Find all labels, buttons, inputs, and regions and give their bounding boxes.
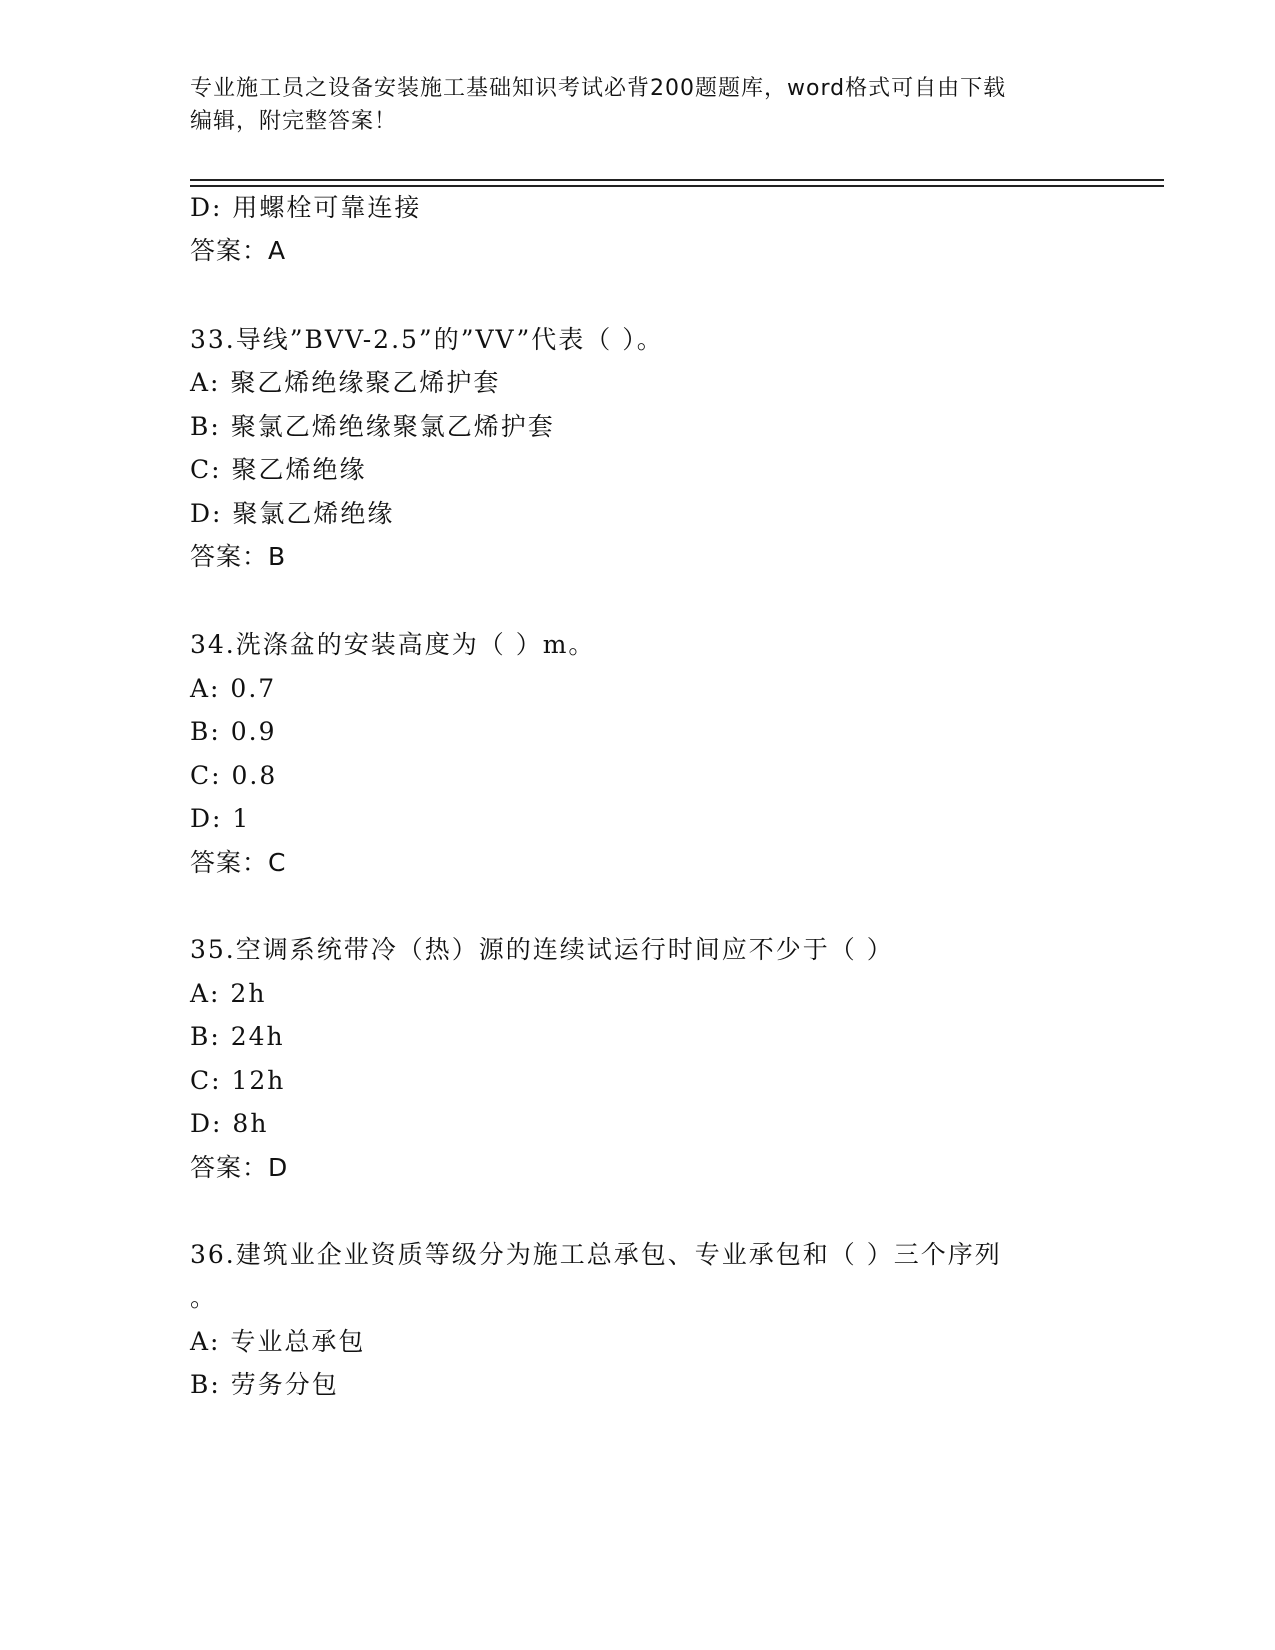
q36-question-tail: 。 xyxy=(190,1283,218,1312)
q32-option-d: D: 用螺栓可靠连接 xyxy=(190,193,422,222)
q35-option-d: D: 8h xyxy=(190,1109,269,1138)
q33-option-a: A: 聚乙烯绝缘聚乙烯护套 xyxy=(190,368,501,397)
q33-option-d: D: 聚氯乙烯绝缘 xyxy=(190,499,395,528)
document-header xyxy=(190,72,1090,138)
q32-answer: 答案：A xyxy=(190,236,287,265)
header-line-2: 编辑，附完整答案！ xyxy=(190,109,398,134)
q36-option-a: A: 专业总承包 xyxy=(190,1327,366,1356)
header-divider-top xyxy=(190,179,1164,181)
q35-question: 35.空调系统带冷（热）源的连续试运行时间应不少于（ ） xyxy=(190,935,894,964)
q35-option-c: C: 12h xyxy=(190,1066,286,1095)
q35-option-a: A: 2h xyxy=(190,979,267,1008)
q36-question: 36.建筑业企业资质等级分为施工总承包、专业承包和（ ）三个序列 xyxy=(190,1240,1002,1269)
q36-option-b: B: 劳务分包 xyxy=(190,1370,339,1399)
q34-option-a: A: 0.7 xyxy=(190,674,277,703)
q33-answer: 答案：B xyxy=(190,542,287,571)
header-line-1: 专业施工员之设备安装施工基础知识考试必背200题题库，word格式可自由下载 xyxy=(190,76,1007,101)
q34-answer: 答案：C xyxy=(190,848,287,877)
q33-option-c: C: 聚乙烯绝缘 xyxy=(190,455,367,484)
q34-option-c: C: 0.8 xyxy=(190,761,278,790)
q33-option-b: B: 聚氯乙烯绝缘聚氯乙烯护套 xyxy=(190,412,555,441)
q35-answer: 答案：D xyxy=(190,1153,289,1182)
q34-option-d: D: 1 xyxy=(190,804,251,833)
q34-question: 34.洗涤盆的安装高度为（ ）m。 xyxy=(190,630,596,659)
q35-option-b: B: 24h xyxy=(190,1022,285,1051)
q34-option-b: B: 0.9 xyxy=(190,717,277,746)
q33-question: 33.导线”BVV-2.5”的”VV”代表（ ）。 xyxy=(190,325,664,354)
header-divider-bottom xyxy=(190,185,1164,187)
